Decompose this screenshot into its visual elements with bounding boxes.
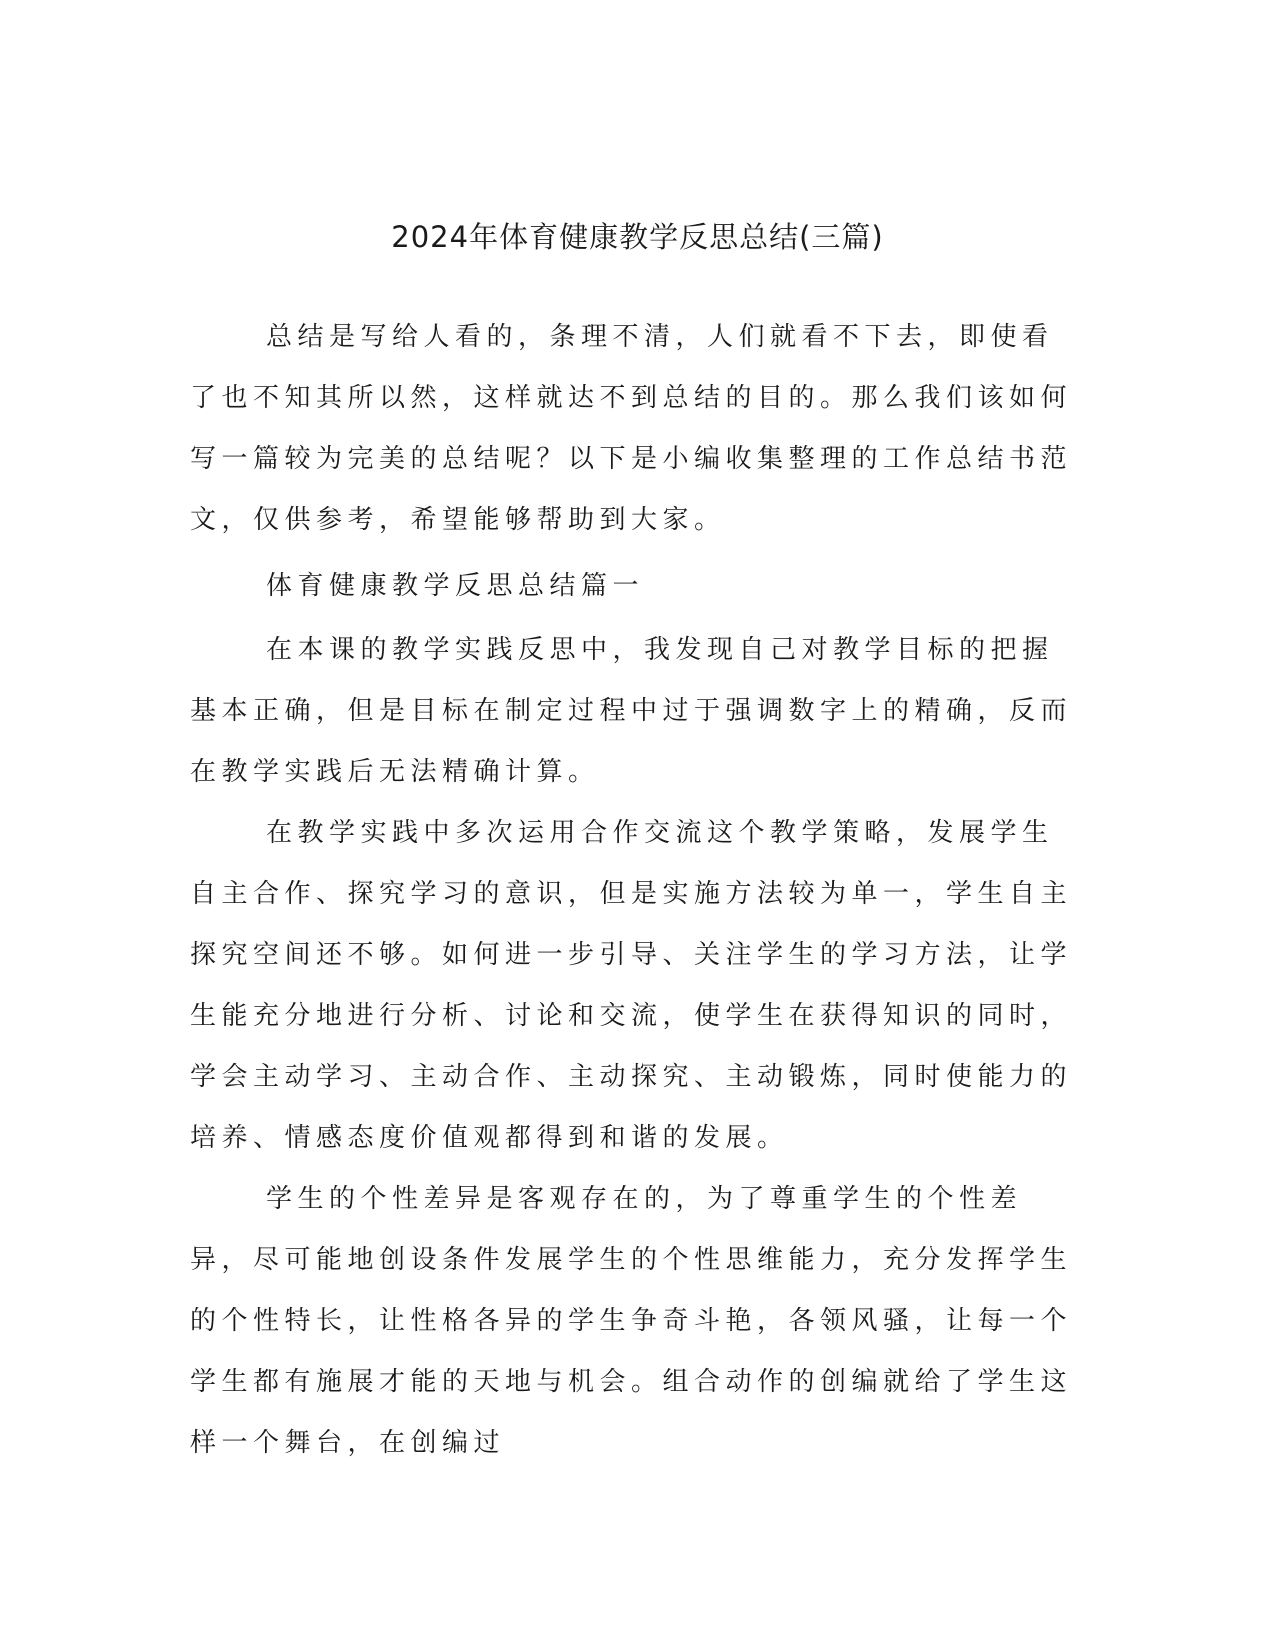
body-paragraph-2: 在教学实践中多次运用合作交流这个教学策略，发展学生自主合作、探究学习的意识，但是实施方法较为单一，学生自主探究空间还不够。如何进一步引导、关注学生的学习方法，让学生能充分地进行分析、讨论和交流，使学生在获得知识的同时，学会主动学习、主动合作、主动探究、主动锻炼，同时使能力的培养、情感态度价值观都得到和谐的发展。 [190,818,1073,1153]
body-paragraph-3: 学生的个性差异是客观存在的，为了尊重学生的个性差异，尽可能地创设条件发展学生的个性思维能力，充分发挥学生的个性特长，让性格各异的学生争奇斗艳，各领风骚，让每一个学生都有施展才能的天地与机会。组合动作的创编就给了学生这样一个舞台，在创编过 [190,1184,1073,1458]
section-heading: 体育健康教学反思总结篇一 [266,571,645,601]
intro-paragraph: 总结是写给人看的，条理不清，人们就看不下去，即使看了也不知其所以然，这样就达不到总结的目的。那么我们该如何写一篇较为完美的总结呢？以下是小编收集整理的工作总结书范文，仅供参考，希望能够帮助到大家。 [190,322,1073,535]
body-paragraph-1: 在本课的教学实践反思中，我发现自己对教学目标的把握基本正确，但是目标在制定过程中过于强调数字上的精确，反而在教学实践后无法精确计算。 [190,635,1073,787]
document-body [190,307,1080,1474]
document-title: 2024年体育健康教学反思总结(三篇) [391,220,884,254]
